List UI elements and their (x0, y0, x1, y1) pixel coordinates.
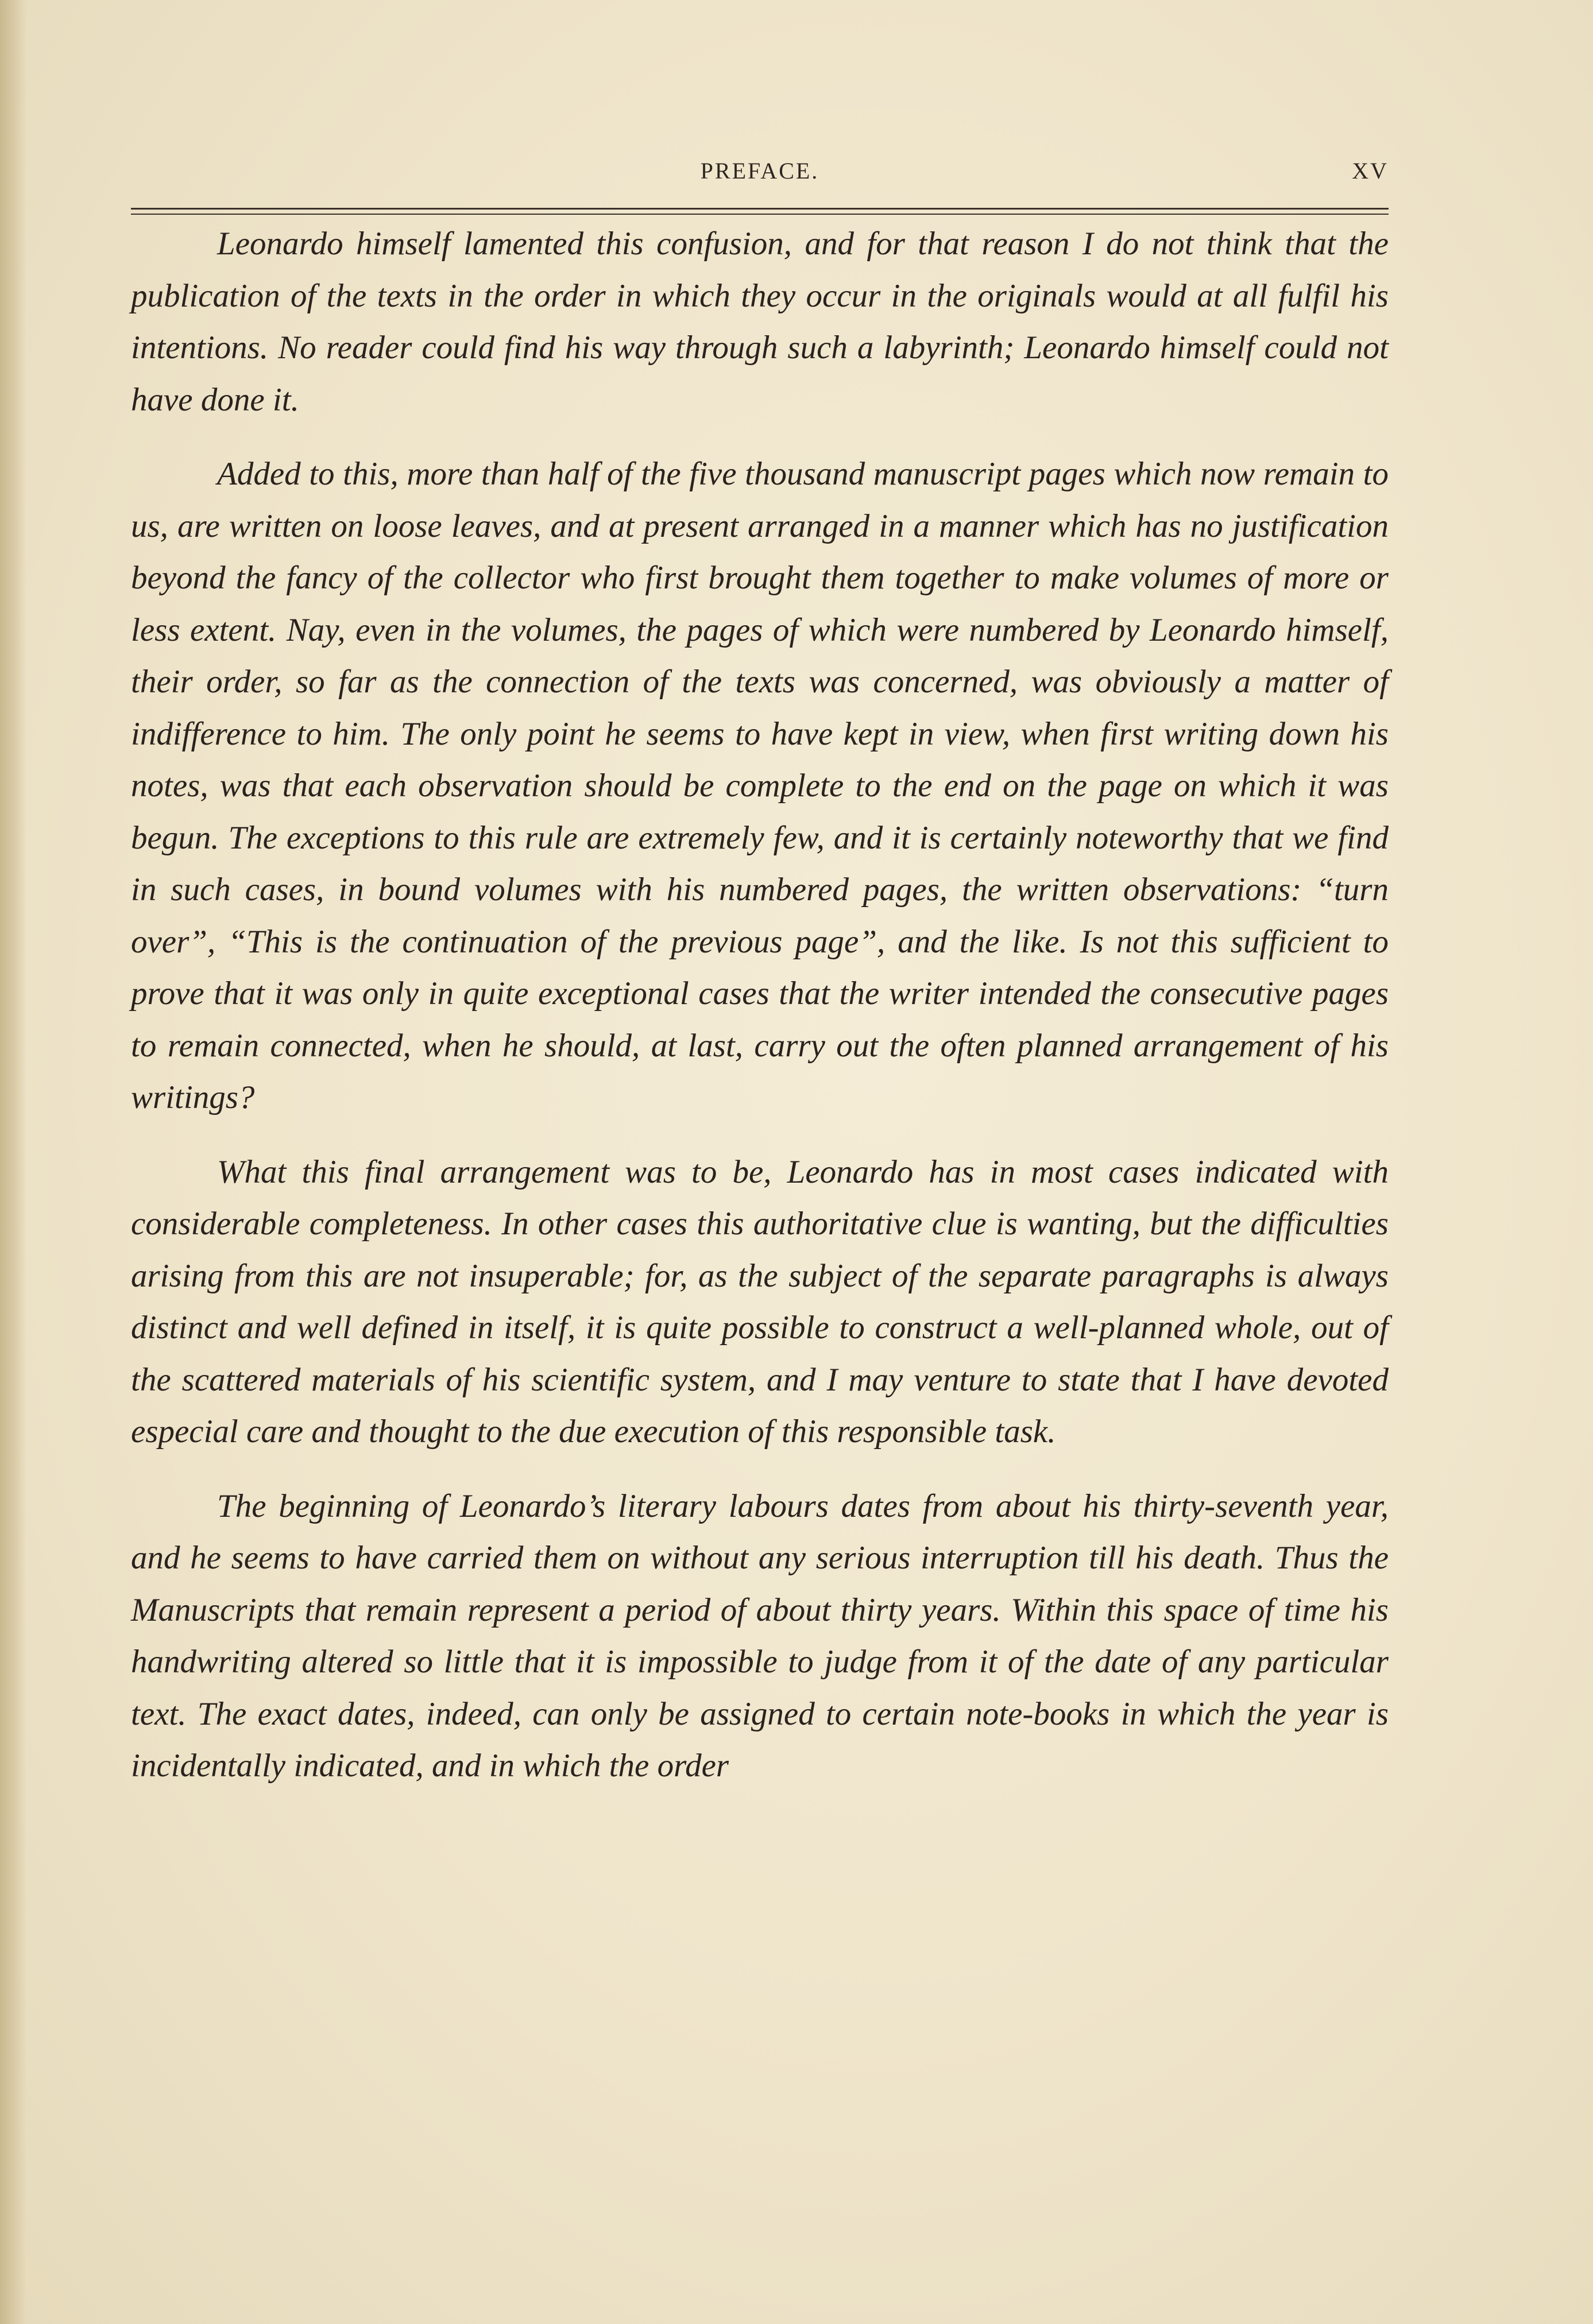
paragraph: Leonardo himself lamented this confusion, and for that reason I do not think that the publication of the texts in the order in which they occur in the originals would at all fulfil his intentions. No reader could find his way through such a labyrinth; Leonardo himself could not have done it. (131, 226, 1389, 418)
page-header (131, 153, 1389, 193)
page-number: XV (1352, 158, 1389, 184)
paragraph: The beginning of Leonardo’s literary labours dates from about his thirty-seventh year, and he seems to have carried them on without any serious interruption till his death. Thus the Manuscripts that remain represent a period of about thirty years. Within this space of time his handwriting altered so little that it is impossible to judge from it of the date of any particular text. The exact dates, indeed, can only be assigned to certain note-books in which the year is incidentally indicated, and in which the order (131, 1488, 1389, 1784)
binding-gutter (0, 0, 26, 2324)
header-rule (131, 208, 1389, 215)
paragraph: What this final arrangement was to be, Leonardo has in most cases indicated with considerable completeness. In other cases this authoritative clue is wanting, but the difficulties arising from this are not insuperable; for, as the subject of the separate paragraphs is always distinct and well defined in itself, it is quite possible to construct a well-planned whole, out of the scattered materials of his scientific system, and I may venture to state that I have devoted especial care and thought to the due execution of this responsible task. (131, 1153, 1389, 1450)
paragraph: Added to this, more than half of the five thousand manuscript pages which now remain to us, are written on loose leaves, and at present arranged in a manner which has no justification beyond the fancy of the collector who first brought them together to make volumes of more or less extent. Nay, even in the volumes, the pages of which were numbered by Leonardo himself, their order, so far as the connection of the texts was concerned, was obviously a matter of indifference to him. The only point he seems to have kept in view, when first writing down his notes, was that each observation should be complete to the end on the page on which it was begun. The exceptions to this rule are extremely few, and it is certainly noteworthy that we find in such cases, in bound volumes with his numbered pages, the written observations: “turn over”, “This is the continuation of the previous page”, and the like. Is not this sufficient to prove that it was only in quite exceptional cases that the writer intended the consecutive pages to remain connected, when he should, at last, carry out the often planned arrangement of his writings? (131, 456, 1389, 1115)
running-title: PREFACE. (700, 158, 819, 184)
body-text (131, 218, 1389, 1815)
